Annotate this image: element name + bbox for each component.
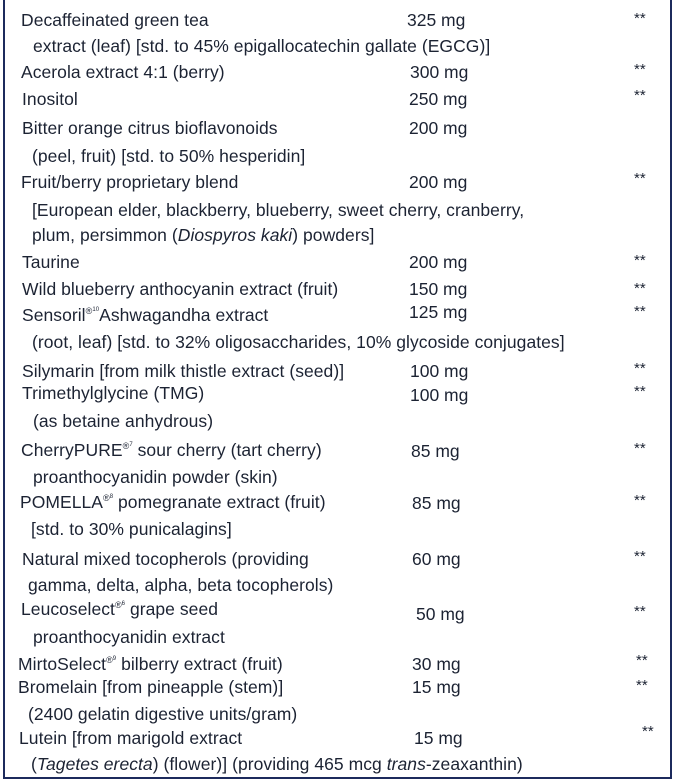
daily-value-mark: ** <box>636 652 648 669</box>
ingredient-name <box>21 439 322 461</box>
ingredient-detail: extract (leaf) [std. to 45% epigallocatechin gallate (EGCG)] <box>33 36 491 56</box>
ingredient-dose: 325 mg <box>407 10 466 30</box>
ingredient-detail: proanthocyanidin extract <box>33 627 225 647</box>
ingredient-dose: 200 mg <box>409 252 468 272</box>
brand-name: Sensoril <box>22 305 86 325</box>
daily-value-mark: ** <box>642 723 654 740</box>
registered-mark: ® <box>85 306 93 316</box>
daily-value-mark: ** <box>634 252 646 269</box>
ingredient-dose: 100 mg <box>410 385 469 405</box>
ingredient-name: Trimethylglycine (TMG) <box>22 383 205 403</box>
name-text: sour cherry (tart cherry) <box>132 440 322 460</box>
daily-value-mark: ** <box>634 87 646 104</box>
brand-name: MirtoSelect <box>18 654 107 674</box>
ingredient-name: Natural mixed tocopherols (providing <box>22 549 309 569</box>
ingredient-name <box>21 598 218 620</box>
daily-value-mark: ** <box>634 548 646 565</box>
detail-text: plum, persimmon ( <box>32 225 178 245</box>
ingredient-name: Bitter orange citrus bioflavonoids <box>22 118 278 138</box>
ingredient-name <box>20 491 326 513</box>
footnote-ref: 9 <box>112 656 117 662</box>
detail-text: ( <box>31 754 37 774</box>
ingredient-name: Inositol <box>22 89 78 109</box>
isomer-prefix: trans <box>386 754 426 774</box>
daily-value-mark: ** <box>634 383 646 400</box>
ingredient-dose: 50 mg <box>416 604 465 624</box>
ingredient-dose: 85 mg <box>411 441 460 461</box>
ingredient-detail: [European elder, blackberry, blueberry, sweet cherry, cranberry, <box>32 200 525 220</box>
ingredient-name: Wild blueberry anthocyanin extract (fruit) <box>22 279 339 299</box>
detail-text: ) (flower)] (providing 465 mcg <box>152 754 387 774</box>
daily-value-mark: ** <box>634 360 646 377</box>
daily-value-mark: ** <box>634 492 646 509</box>
ingredient-dose: 300 mg <box>410 62 469 82</box>
ingredient-dose: 200 mg <box>409 118 468 138</box>
brand-name: POMELLA <box>20 492 104 512</box>
name-text: Ashwagandha extract <box>99 305 269 325</box>
daily-value-mark: ** <box>634 170 646 187</box>
footnote-ref: 8 <box>109 494 114 500</box>
footnote-ref: 7 <box>129 442 133 448</box>
ingredient-detail: proanthocyanidin powder (skin) <box>33 467 278 487</box>
ingredient-detail <box>31 753 523 775</box>
daily-value-mark: ** <box>634 10 646 27</box>
ingredient-detail: (2400 gelatin digestive units/gram) <box>28 704 298 724</box>
ingredient-name <box>18 653 283 675</box>
registered-mark: ® <box>114 600 122 610</box>
ingredient-dose: 15 mg <box>412 677 461 697</box>
ingredient-dose: 150 mg <box>409 279 468 299</box>
ingredient-name: Bromelain [from pineapple (stem)] <box>18 677 284 697</box>
ingredient-detail: (as betaine anhydrous) <box>33 411 214 431</box>
botanical-name: Diospyros kaki <box>177 225 293 245</box>
registered-mark: ® <box>106 655 113 665</box>
ingredient-dose: 100 mg <box>410 361 469 381</box>
detail-text: ) powders] <box>292 225 375 245</box>
botanical-name: Tagetes erecta <box>36 754 153 774</box>
ingredient-dose: 30 mg <box>412 654 461 674</box>
ingredient-name: Taurine <box>22 252 80 272</box>
brand-name: CherryPURE <box>21 440 123 460</box>
daily-value-mark: ** <box>634 603 646 620</box>
brand-name: Leucoselect <box>21 599 115 619</box>
footnote-ref: 6 <box>121 601 126 607</box>
ingredient-detail: [std. to 30% punicalagins] <box>31 519 232 539</box>
ingredient-detail: (peel, fruit) [std. to 50% hesperidin] <box>32 146 306 166</box>
ingredient-dose: 125 mg <box>409 302 468 322</box>
ingredient-dose: 60 mg <box>412 549 461 569</box>
ingredient-detail: (root, leaf) [std. to 32% oligosaccharides, 10% glycoside conjugates] <box>32 332 565 352</box>
daily-value-mark: ** <box>634 280 646 297</box>
daily-value-mark: ** <box>634 440 646 457</box>
ingredient-detail <box>32 224 374 246</box>
name-text: pomegranate extract (fruit) <box>113 492 326 512</box>
ingredient-detail: gamma, delta, alpha, beta tocopherols) <box>28 575 334 595</box>
registered-mark: ® <box>103 493 110 503</box>
footnote-ref: 10 <box>92 307 100 313</box>
ingredient-dose: 85 mg <box>412 493 461 513</box>
registered-mark: ® <box>122 441 130 451</box>
ingredient-name: Decaffeinated green tea <box>21 10 209 30</box>
ingredient-name: Acerola extract 4:1 (berry) <box>21 62 225 82</box>
ingredient-name: Lutein [from marigold extract <box>19 728 243 748</box>
ingredient-name: Fruit/berry proprietary blend <box>21 172 239 192</box>
daily-value-mark: ** <box>636 677 648 694</box>
daily-value-mark: ** <box>634 303 646 320</box>
detail-text: -zeaxanthin) <box>425 754 523 774</box>
name-text: bilberry extract (fruit) <box>116 654 283 674</box>
ingredient-dose: 15 mg <box>414 728 463 748</box>
ingredient-dose: 200 mg <box>409 172 468 192</box>
daily-value-mark: ** <box>634 61 646 78</box>
ingredient-name <box>22 304 268 326</box>
ingredient-dose: 250 mg <box>409 89 468 109</box>
name-text: grape seed <box>125 599 219 619</box>
ingredient-name: Silymarin [from milk thistle extract (seed)] <box>22 361 345 381</box>
